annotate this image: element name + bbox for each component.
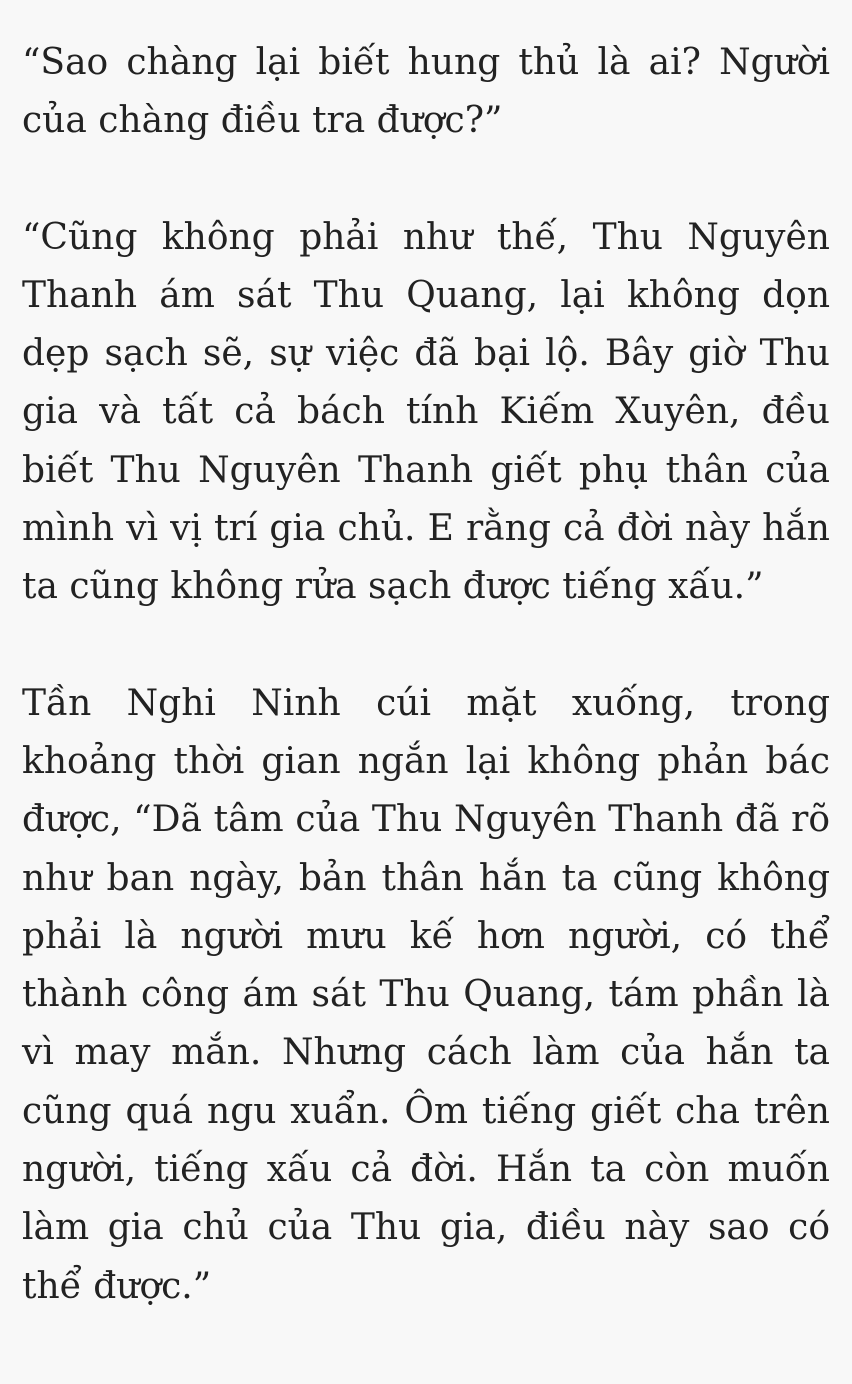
paragraph-3: Tần Nghi Ninh cúi mặt xuống, trong khoảng thời gian ngắn lại không phản bác được, “Dã tâm của Thu Nguyên Thanh đã rõ như ban ngày, bản thân hắn ta cũng không phải là người mưu kế hơn người, có thể thành công ám sát Thu Quang, tám phần là vì may mắn. Nhưng cách làm của hắn ta cũng quá ngu xuẩn. Ôm tiếng giết cha trên người, tiếng xấu cả đời. Hắn ta còn muốn làm gia chủ của Thu gia, điều này sao có thể được.” — [22, 682, 830, 1307]
paragraph-2: “Cũng không phải như thế, Thu Nguyên Thanh ám sát Thu Quang, lại không dọn dẹp sạch sẽ, sự việc đã bại lộ. Bây giờ Thu gia và tất cả bách tính Kiếm Xuyên, đều biết Thu Nguyên Thanh giết phụ thân của mình vì vị trí gia chủ. E rằng cả đời này hắn ta cũng không rửa sạch được tiếng xấu.” — [22, 216, 830, 608]
reader-content — [22, 34, 830, 1374]
paragraph-1: “Sao chàng lại biết hung thủ là ai? Người của chàng điều tra được?” — [22, 42, 830, 142]
